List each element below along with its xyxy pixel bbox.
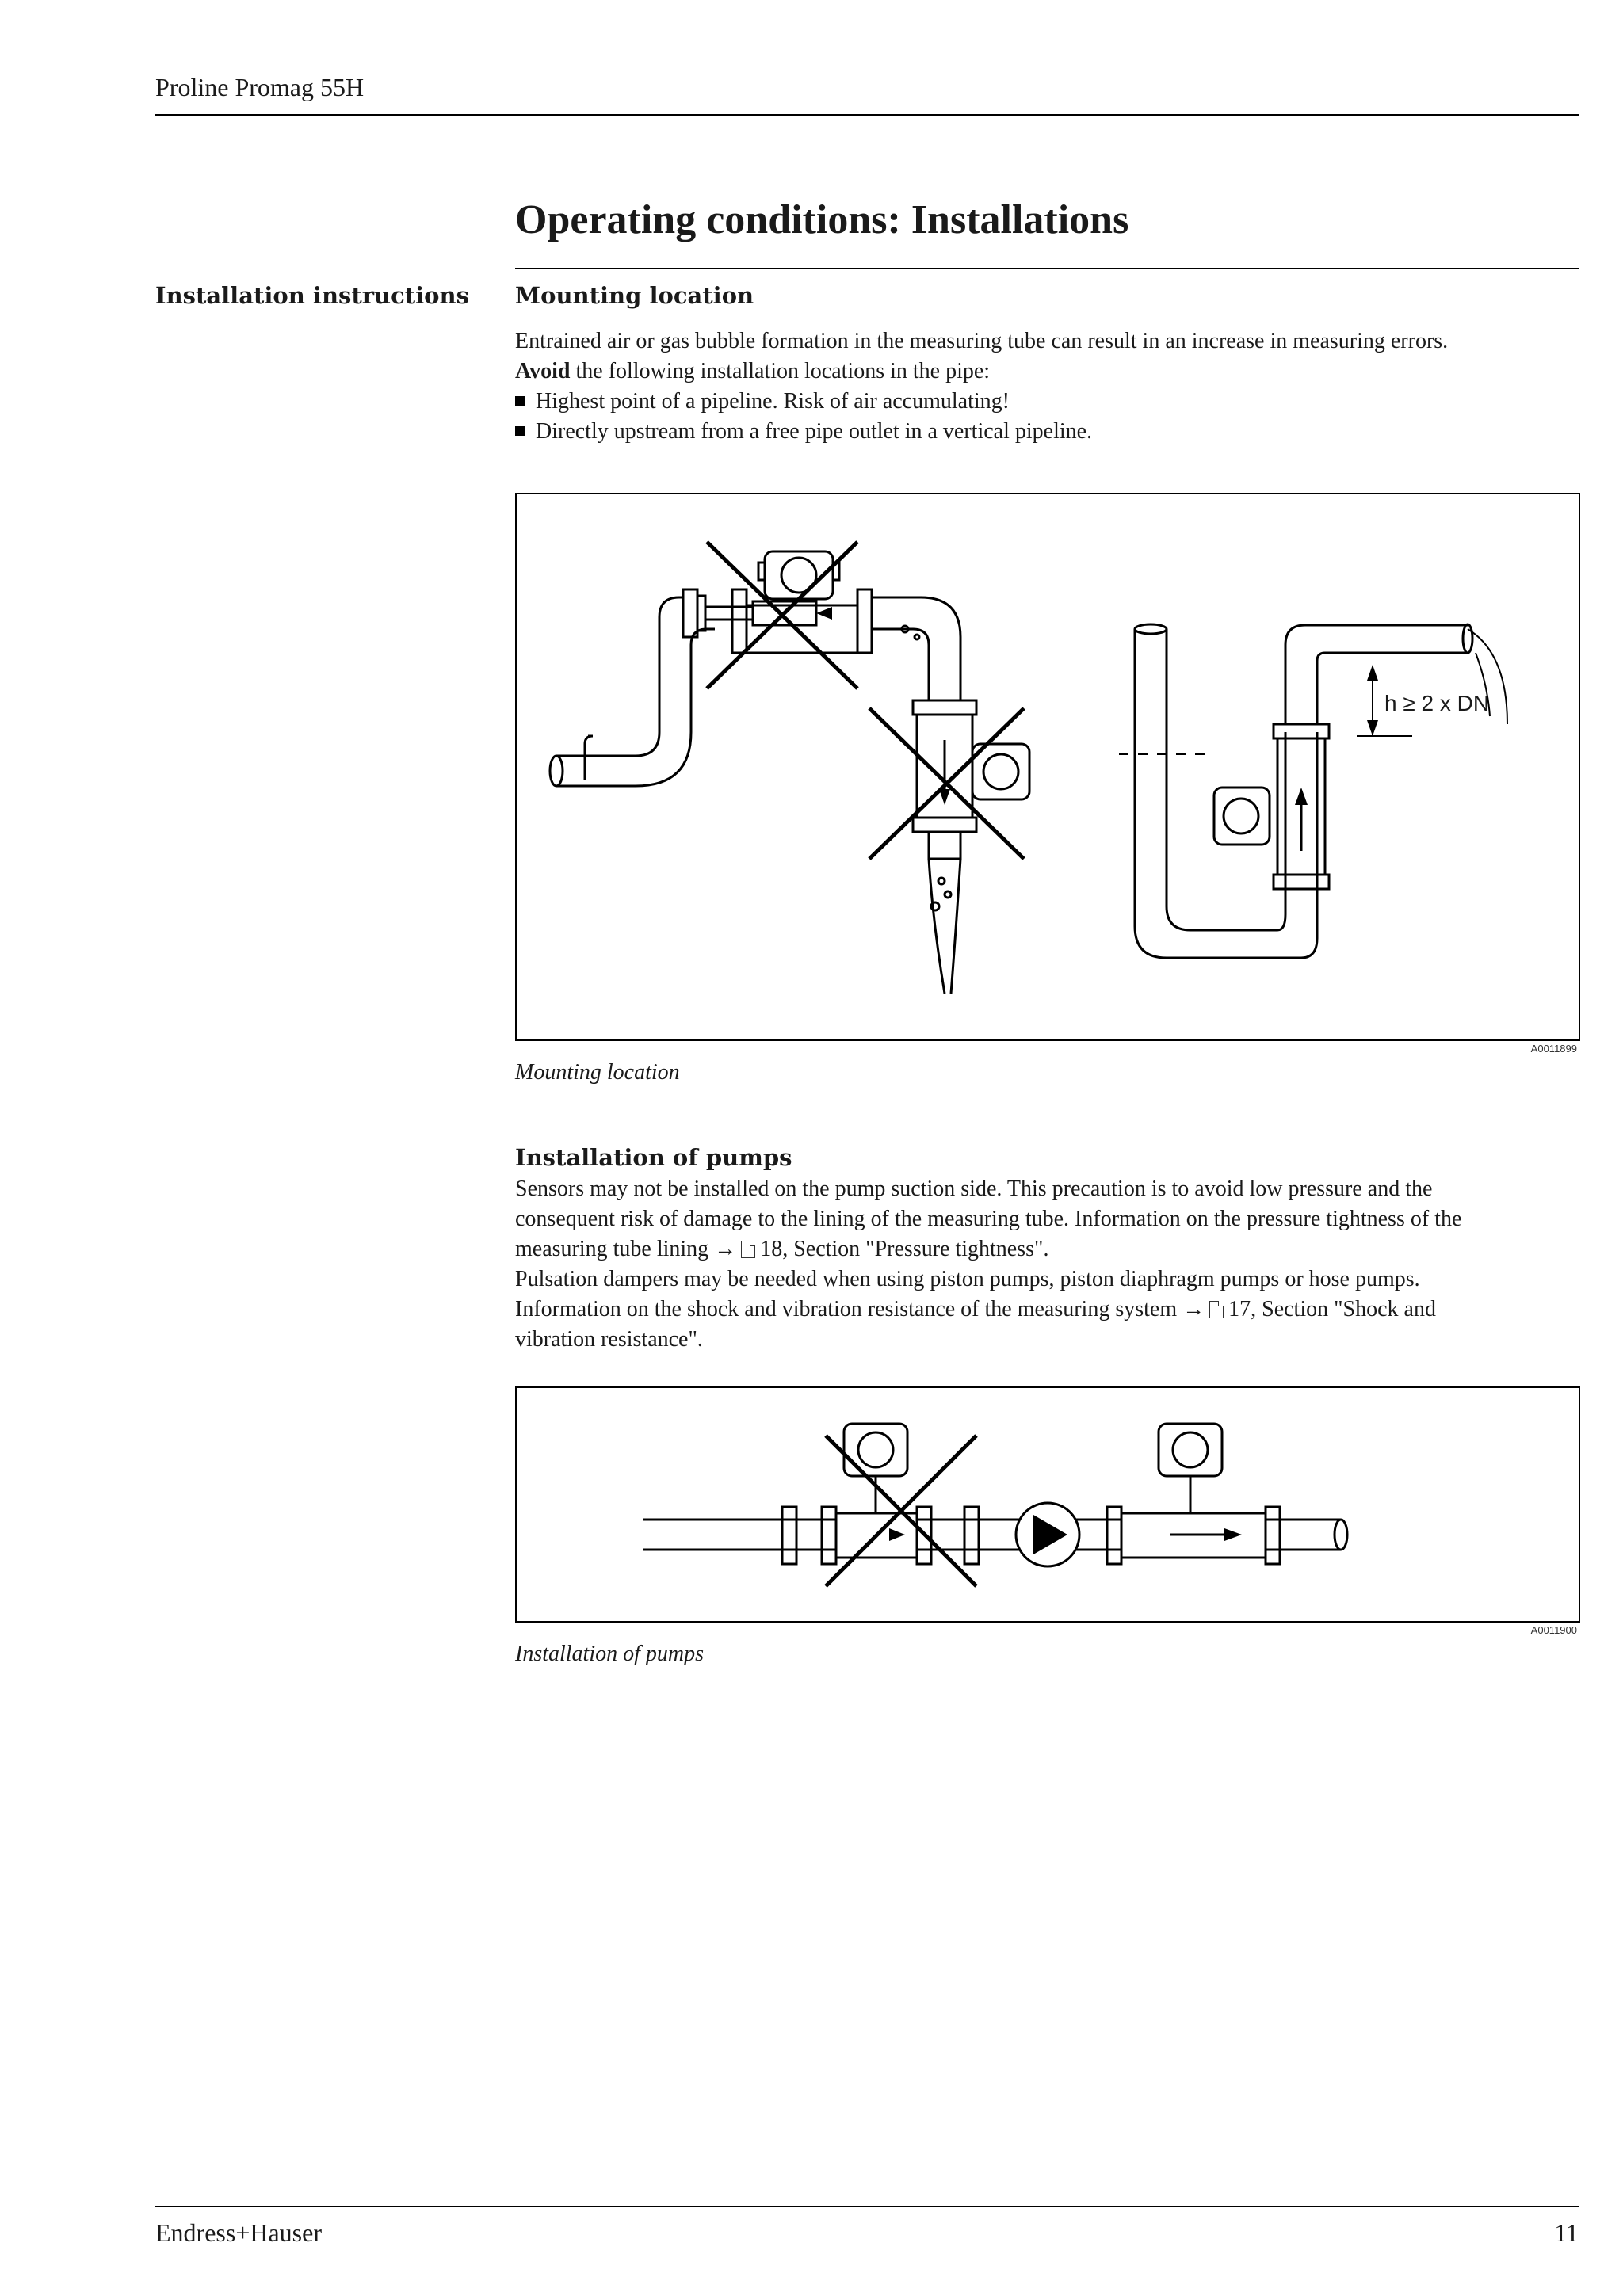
pumps-text [515, 1174, 1579, 1355]
running-header: Proline Promag 55H [155, 73, 365, 101]
figure-caption: Installation of pumps [515, 1642, 705, 1666]
pumps-figure [515, 1386, 1580, 1623]
mounting-location-figure [515, 493, 1580, 1041]
bullet-text: Highest point of a pipeline. Risk of air accumulating! [536, 389, 1010, 414]
bullet-square-icon [515, 426, 525, 436]
pumps-heading: Installation of pumps [515, 1144, 792, 1171]
footer-rule [155, 2206, 1579, 2207]
pumps-diagram [517, 1388, 1579, 1621]
bullet-item [515, 417, 1579, 447]
avoid-rest: the following installation locations in the pipe: [570, 359, 991, 383]
title-rule [515, 268, 1579, 269]
pumps-line [515, 1234, 1579, 1264]
mounting-diagram [517, 494, 1579, 1039]
pumps-line [515, 1295, 1579, 1325]
pumps-line: consequent risk of damage to the lining of the measuring tube. Information on the pressure tightness of the [515, 1207, 1462, 1231]
figure-id: A0011899 [1530, 1043, 1577, 1055]
mounting-para1: Entrained air or gas bubble formation in the measuring tube can result in an increase in measuring errors. [515, 329, 1449, 353]
pumps-line: vibration resistance". [515, 1327, 703, 1352]
pumps-text-fragment: Information on the shock and vibration resistance of the measuring system → [515, 1297, 1205, 1322]
bullet-square-icon [515, 396, 525, 406]
avoid-bold: Avoid [515, 359, 571, 383]
bullet-item [515, 387, 1579, 417]
page-reference-icon [1209, 1301, 1224, 1318]
avoid-line [515, 357, 1579, 387]
page-title: Operating conditions: Installations [515, 197, 1129, 242]
figure-caption: Mounting location [515, 1060, 680, 1085]
pumps-text-fragment: 18, Section "Pressure tightness". [760, 1237, 1049, 1261]
header-rule [155, 114, 1579, 116]
mounting-text [515, 326, 1579, 447]
height-dimension-label: h ≥ 2 x DN [1384, 691, 1490, 715]
figure-id: A0011900 [1530, 1624, 1577, 1636]
pumps-line: Pulsation dampers may be needed when using piston pumps, piston diaphragm pumps or hose pumps. [515, 1267, 1420, 1291]
page-number: 11 [1554, 2218, 1579, 2247]
footer-company: Endress+Hauser [155, 2218, 322, 2247]
bullet-text: Directly upstream from a free pipe outlet in a vertical pipeline. [536, 419, 1093, 444]
mounting-heading: Mounting location [515, 282, 754, 309]
pumps-text-fragment: measuring tube lining → [515, 1237, 737, 1261]
page-reference-icon [741, 1241, 755, 1258]
sidebar-heading: Installation instructions [155, 282, 469, 309]
pumps-text-fragment: 17, Section "Shock and [1228, 1297, 1436, 1322]
pumps-line: Sensors may not be installed on the pump suction side. This precaution is to avoid low pressure and the [515, 1177, 1433, 1201]
